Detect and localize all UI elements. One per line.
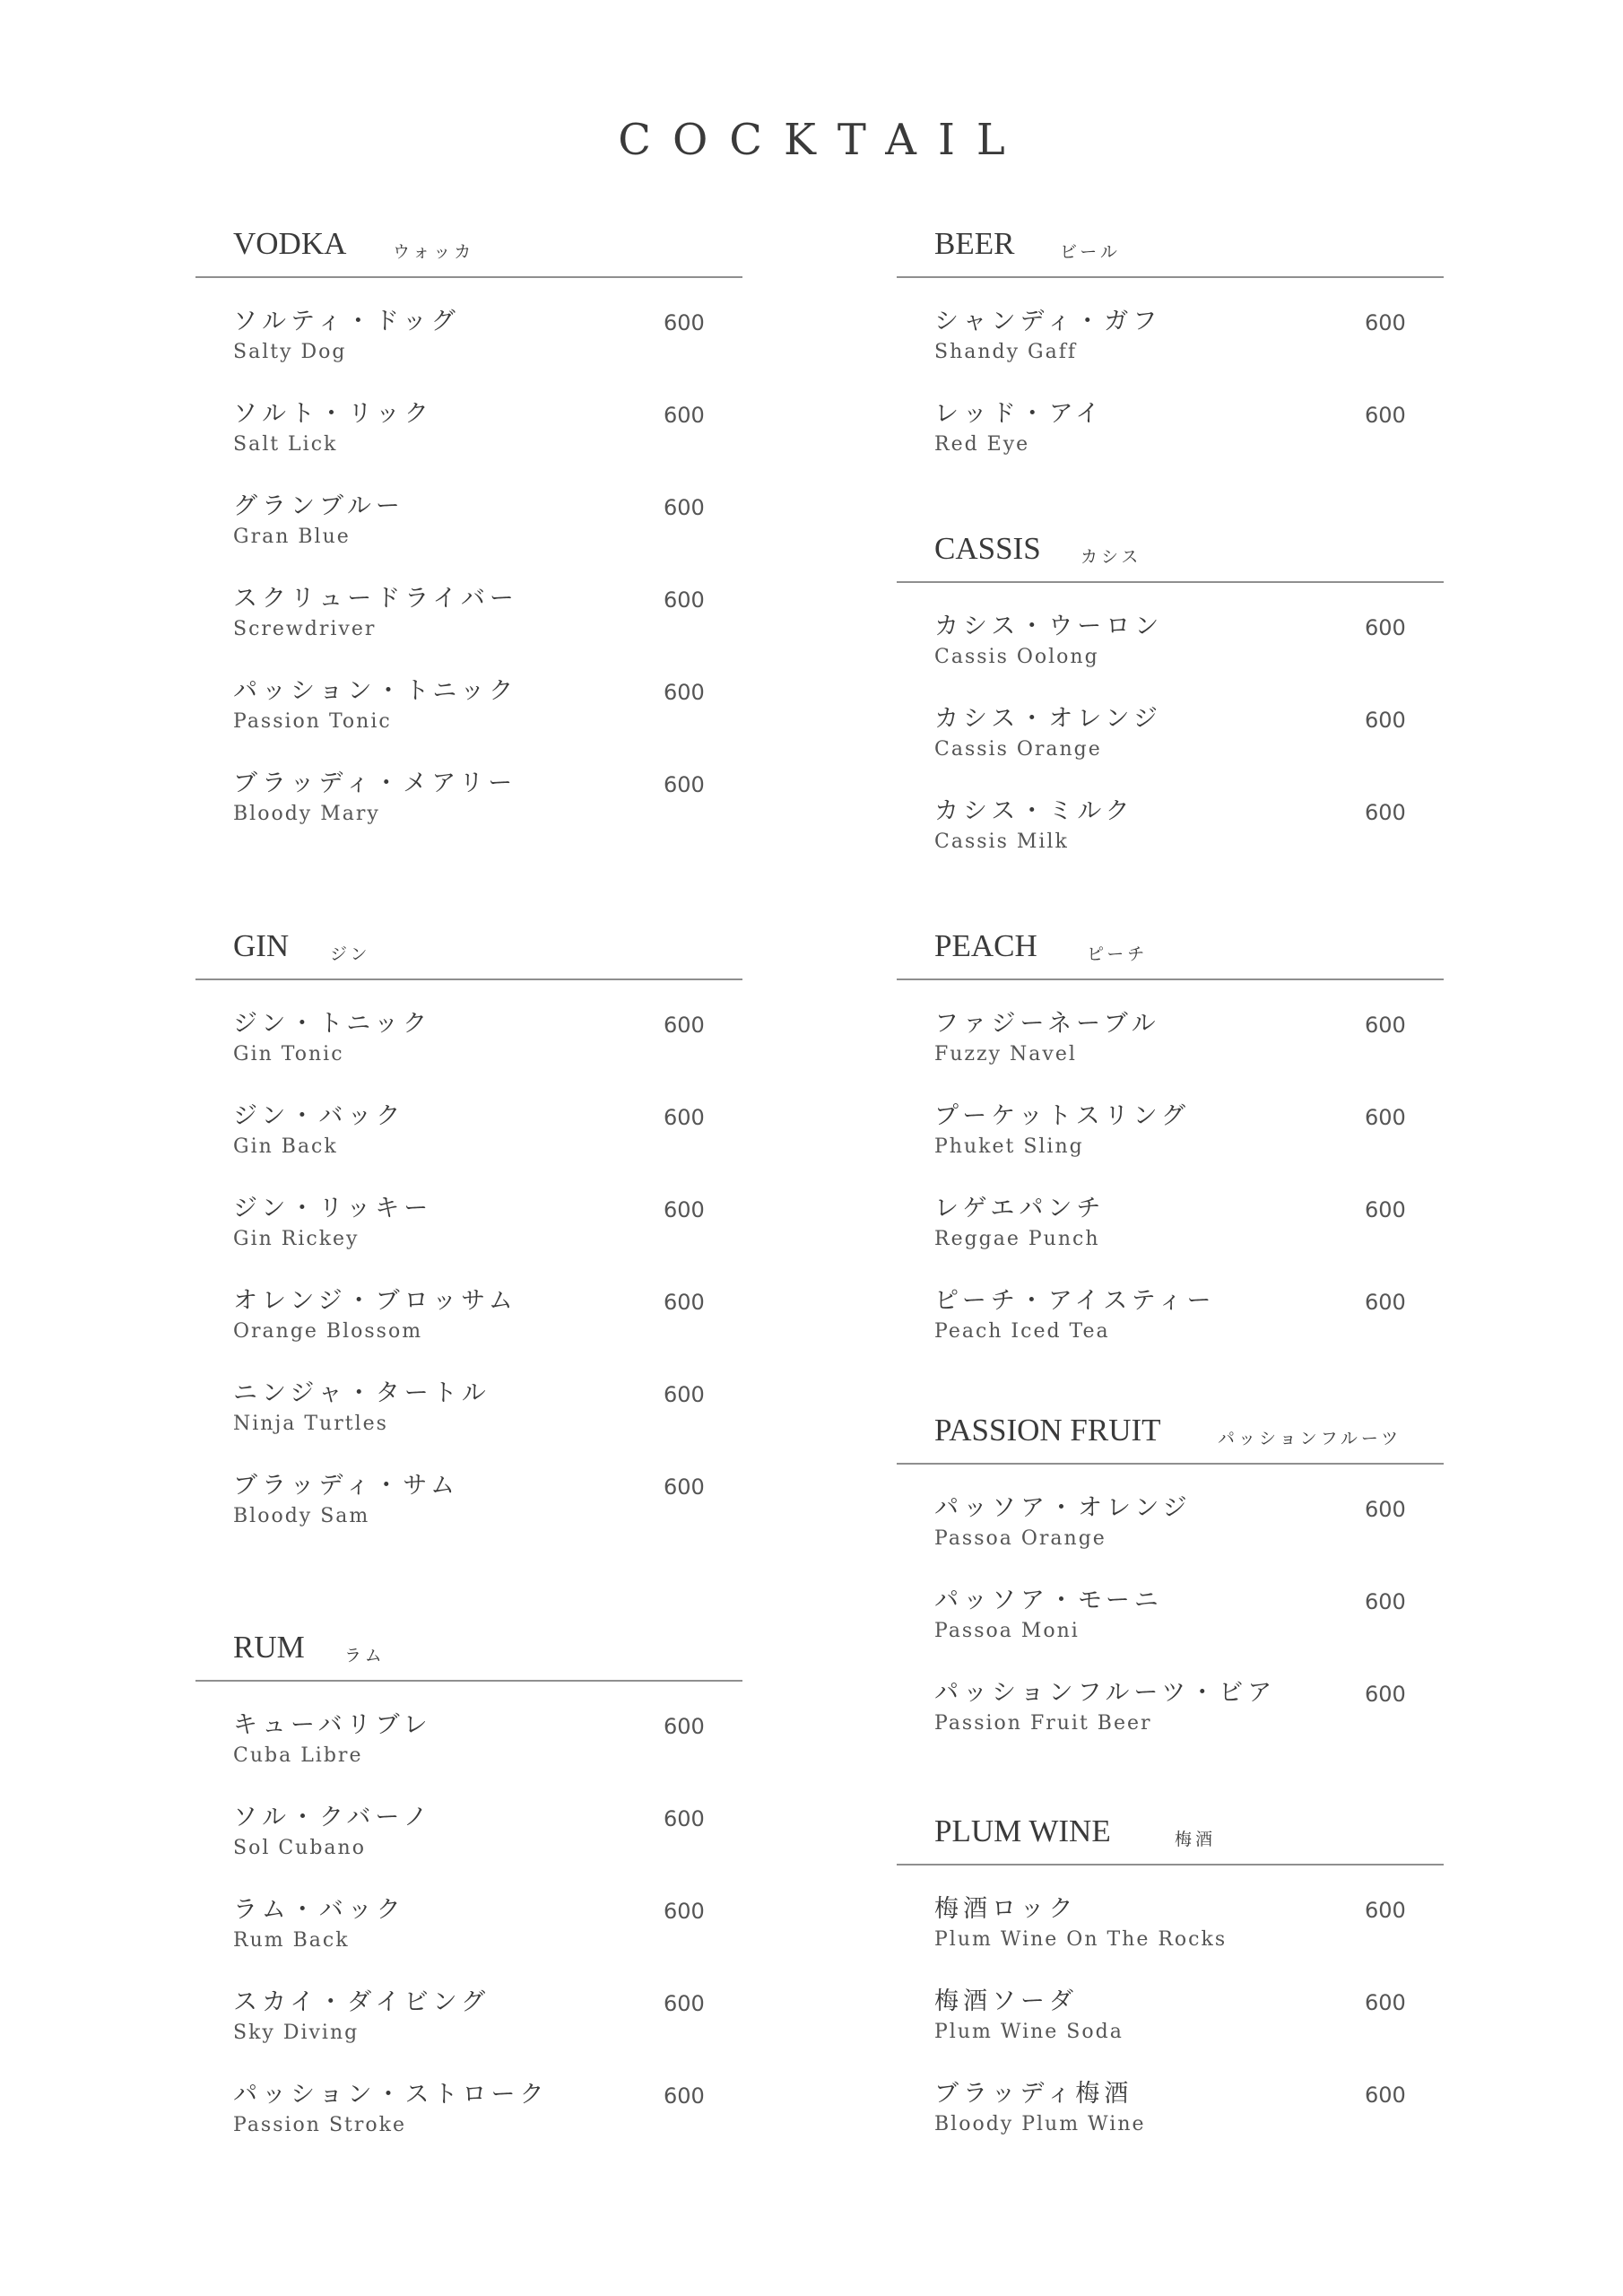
item-price: 600 — [664, 1806, 705, 1831]
menu-item — [195, 1803, 742, 1895]
item-name-en: Plum Wine Soda — [934, 2021, 1124, 2043]
menu-item — [897, 1678, 1444, 1770]
menu-item — [195, 584, 742, 676]
section-title-jp: ウォッカ — [393, 242, 475, 262]
menu-item — [195, 1710, 742, 1803]
item-price: 600 — [1365, 1589, 1406, 1614]
item-name-jp: プーケットスリング — [934, 1102, 1191, 1130]
menu-item — [897, 1586, 1444, 1678]
section-title-jp: 梅酒 — [1175, 1830, 1217, 1849]
menu-item — [897, 1286, 1444, 1378]
item-price: 600 — [1365, 1990, 1406, 2015]
item-list — [195, 1682, 742, 2172]
item-name-en: Rum Back — [233, 1929, 350, 1952]
item-name-jp: パッション・トニック — [233, 677, 518, 705]
menu-item — [195, 1286, 742, 1378]
item-price: 600 — [664, 2083, 705, 2109]
item-price: 600 — [664, 1899, 705, 1924]
item-name-jp: キューバリブレ — [233, 1711, 432, 1739]
menu-item — [897, 399, 1444, 491]
section-title-en: RUM — [233, 1630, 305, 1665]
item-name-jp: ジン・バック — [233, 1102, 405, 1130]
item-price: 600 — [664, 1197, 705, 1222]
item-list — [897, 278, 1444, 491]
section-title-en: BEER — [934, 226, 1015, 261]
item-name-jp: オレンジ・ブロッサム — [233, 1287, 517, 1315]
item-name-jp: 梅酒ロック — [934, 1895, 1078, 1923]
section-gin — [195, 926, 742, 1563]
item-price: 600 — [1365, 1898, 1406, 1923]
item-name-jp: スクリュードライバー — [233, 585, 518, 613]
item-name-jp: レゲエパンチ — [934, 1195, 1106, 1222]
menu-item — [195, 1987, 742, 2080]
item-name-jp: パッション・ストローク — [233, 2081, 549, 2109]
menu-item — [897, 1493, 1444, 1586]
section-title-jp: パッションフルーツ — [1218, 1429, 1402, 1448]
section-vodka — [195, 224, 742, 861]
item-name-jp: ファジーネーブル — [934, 1010, 1160, 1038]
section-title-en: PLUM WINE — [934, 1813, 1111, 1848]
item-name-en: Bloody Mary — [233, 803, 380, 825]
item-name-jp: ブラッディ・メアリー — [233, 770, 517, 797]
item-price: 600 — [1365, 310, 1406, 335]
menu-item — [897, 2079, 1444, 2171]
menu-item — [897, 704, 1444, 796]
item-list — [195, 980, 742, 1563]
item-name-jp: パッソア・モーニ — [934, 1587, 1163, 1614]
item-price: 600 — [1365, 1105, 1406, 1130]
menu-item — [195, 1101, 742, 1194]
item-name-en: Fuzzy Navel — [934, 1043, 1077, 1065]
item-name-jp: ピーチ・アイスティー — [934, 1287, 1216, 1315]
menu-item — [897, 1894, 1444, 1987]
menu-item — [897, 307, 1444, 399]
menu-item — [195, 399, 742, 491]
item-name-en: Gran Blue — [233, 526, 351, 548]
section-title-jp: ラム — [344, 1646, 386, 1665]
item-price: 600 — [1365, 1682, 1406, 1707]
section-title-en: PASSION FRUIT — [934, 1413, 1161, 1448]
item-name-jp: ソル・クバーノ — [233, 1804, 432, 1831]
menu-item — [195, 1378, 742, 1471]
item-name-jp: カシス・ミルク — [934, 797, 1134, 825]
item-name-jp: カシス・ウーロン — [934, 613, 1164, 640]
item-name-en: Gin Back — [233, 1135, 338, 1158]
item-price: 600 — [1365, 1497, 1406, 1522]
menu-item — [897, 1009, 1444, 1101]
section-title-en: GIN — [233, 928, 290, 963]
item-price: 600 — [664, 403, 705, 428]
item-price: 600 — [1365, 708, 1406, 733]
item-name-en: Bloody Sam — [233, 1505, 370, 1527]
menu-item — [195, 769, 742, 861]
item-list — [897, 1866, 1444, 2171]
menu-item — [195, 307, 742, 399]
item-name-en: Cassis Orange — [934, 738, 1102, 761]
item-name-en: Gin Rickey — [233, 1228, 360, 1250]
item-name-jp: ブラッディ梅酒 — [934, 2080, 1133, 2108]
section-beer — [897, 224, 1444, 491]
item-name-jp: ブラッディ・サム — [233, 1472, 459, 1500]
item-name-jp: ジン・リッキー — [233, 1195, 433, 1222]
item-price: 600 — [1365, 2083, 1406, 2108]
item-name-jp: シャンディ・ガフ — [934, 308, 1162, 335]
item-name-en: Salt Lick — [233, 433, 338, 456]
item-list — [897, 583, 1444, 889]
section-title-jp: カシス — [1081, 547, 1142, 567]
section-header — [897, 926, 1444, 980]
menu-item — [195, 1009, 742, 1101]
item-price: 600 — [664, 495, 705, 520]
item-name-jp: ジン・トニック — [233, 1010, 432, 1038]
menu-item — [195, 2080, 742, 2172]
section-title-en: PEACH — [934, 928, 1037, 963]
section-title-jp: ピーチ — [1087, 944, 1149, 964]
item-name-jp: ソルト・リック — [233, 400, 433, 428]
item-name-jp: ニンジャ・タートル — [233, 1379, 490, 1407]
item-name-jp: パッソア・オレンジ — [934, 1494, 1192, 1522]
item-price: 600 — [664, 1013, 705, 1038]
menu-item — [897, 612, 1444, 704]
item-name-en: Cuba Libre — [233, 1744, 363, 1767]
item-price: 600 — [664, 1991, 705, 2016]
item-name-en: Salty Dog — [233, 341, 347, 363]
menu-item — [195, 1194, 742, 1286]
menu-item — [195, 1471, 742, 1563]
item-name-en: Shandy Gaff — [934, 341, 1078, 363]
item-name-en: Gin Tonic — [233, 1043, 344, 1065]
item-name-jp: パッションフルーツ・ビア — [934, 1679, 1277, 1707]
menu-item — [195, 1895, 742, 1987]
item-name-en: Passoa Moni — [934, 1620, 1080, 1642]
item-name-en: Peach Iced Tea — [934, 1320, 1110, 1343]
menu-item — [897, 1194, 1444, 1286]
item-price: 600 — [1365, 1197, 1406, 1222]
item-name-en: Red Eye — [934, 433, 1030, 456]
section-peach — [897, 926, 1444, 1378]
item-price: 600 — [1365, 403, 1406, 428]
item-price: 600 — [664, 1105, 705, 1130]
item-list — [897, 1465, 1444, 1770]
item-name-jp: ラム・バック — [233, 1896, 405, 1924]
item-price: 600 — [664, 587, 705, 613]
item-name-en: Cassis Oolong — [934, 646, 1099, 668]
item-name-jp: レッド・アイ — [934, 400, 1105, 428]
section-plum-wine — [897, 1812, 1444, 2171]
section-title-jp: ジン — [330, 944, 371, 964]
item-name-jp: ソルティ・ドッグ — [233, 308, 460, 335]
item-price: 600 — [1365, 1013, 1406, 1038]
item-name-en: Passion Fruit Beer — [934, 1712, 1152, 1735]
section-header — [897, 1812, 1444, 1866]
item-name-en: Bloody Plum Wine — [934, 2113, 1146, 2135]
section-header — [195, 926, 742, 980]
section-header — [897, 1411, 1444, 1465]
item-name-en: Plum Wine On The Rocks — [934, 1928, 1228, 1951]
menu-item — [897, 1987, 1444, 2079]
item-name-jp: カシス・オレンジ — [934, 705, 1162, 733]
section-title-jp: ビール — [1060, 242, 1121, 262]
item-list — [897, 980, 1444, 1378]
item-price: 600 — [664, 772, 705, 797]
item-name-jp: スカイ・ダイビング — [233, 1988, 490, 2016]
item-name-jp: グランブルー — [233, 492, 404, 520]
page-title: COCKTAIL — [618, 115, 1027, 165]
item-price: 600 — [1365, 1290, 1406, 1315]
item-price: 600 — [664, 1290, 705, 1315]
menu-item — [897, 1101, 1444, 1194]
item-name-en: Sky Diving — [233, 2022, 360, 2044]
item-name-en: Ninja Turtles — [233, 1413, 388, 1435]
item-price: 600 — [664, 680, 705, 705]
item-name-en: Phuket Sling — [934, 1135, 1084, 1158]
menu-item — [897, 796, 1444, 889]
item-name-en: Orange Blossom — [233, 1320, 423, 1343]
item-price: 600 — [664, 1382, 705, 1407]
section-header — [195, 224, 742, 278]
section-cassis — [897, 529, 1444, 889]
menu-item — [195, 491, 742, 584]
item-price: 600 — [664, 1714, 705, 1739]
item-name-en: Screwdriver — [233, 618, 377, 640]
section-title-en: CASSIS — [934, 531, 1041, 566]
item-name-en: Passion Tonic — [233, 710, 392, 733]
item-list — [195, 278, 742, 861]
item-name-en: Sol Cubano — [233, 1837, 366, 1859]
item-name-en: Passoa Orange — [934, 1527, 1107, 1550]
item-name-jp: 梅酒ソーダ — [934, 1987, 1078, 2015]
section-header — [897, 224, 1444, 278]
item-name-en: Reggae Punch — [934, 1228, 1100, 1250]
item-price: 600 — [1365, 800, 1406, 825]
menu-item — [195, 676, 742, 769]
item-price: 600 — [664, 310, 705, 335]
section-header — [195, 1628, 742, 1682]
item-price: 600 — [1365, 615, 1406, 640]
item-price: 600 — [664, 1474, 705, 1500]
item-name-en: Cassis Milk — [934, 831, 1069, 853]
section-title-en: VODKA — [233, 226, 347, 261]
section-passion-fruit — [897, 1411, 1444, 1770]
item-name-en: Passion Stroke — [233, 2114, 406, 2136]
section-header — [897, 529, 1444, 583]
section-rum — [195, 1628, 742, 2172]
